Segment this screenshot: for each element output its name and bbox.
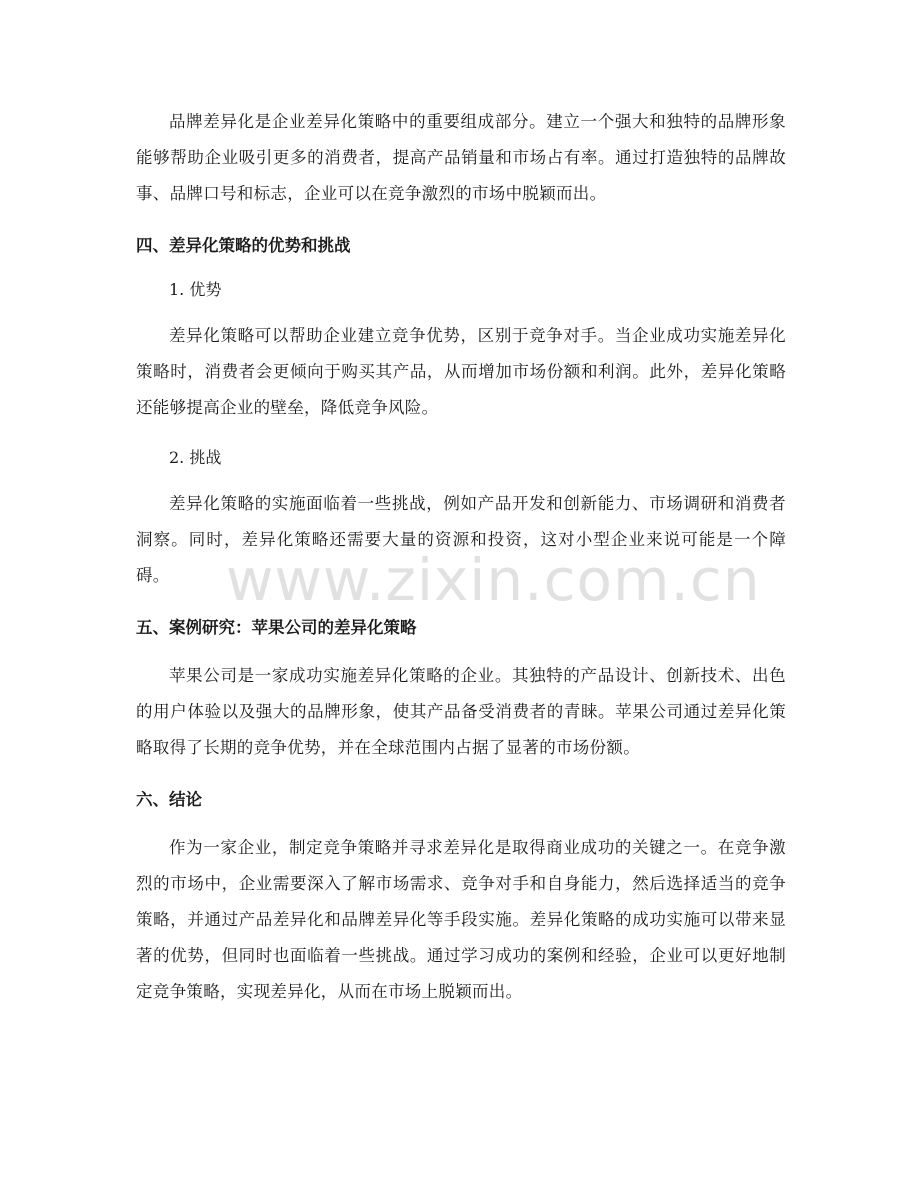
spacer bbox=[136, 812, 786, 830]
spacer bbox=[136, 212, 786, 234]
subheading-advantages: 1. 优势 bbox=[169, 280, 222, 299]
heading-section-6: 六、结论 bbox=[136, 790, 202, 809]
watermark-text: www.zixin.com.cn bbox=[226, 546, 761, 614]
spacer bbox=[136, 594, 786, 616]
subheading-challenges: 2. 挑战 bbox=[169, 448, 222, 467]
paragraph-brand-differentiation: 品牌差异化是企业差异化策略中的重要组成部分。建立一个强大和独特的品牌形象能够帮助企业吸引更多的消费者，提高产品销量和市场占有率。通过打造独特的品牌故事、品牌口号和标志，企业可以在竞争激烈的市场中脱颖而出。 bbox=[136, 112, 786, 203]
heading-section-4: 四、差异化策略的优势和挑战 bbox=[136, 236, 351, 255]
paragraph-apple-case: 苹果公司是一家成功实施差异化策略的企业。其独特的产品设计、创新技术、出色的用户体验以及强大的品牌形象，使其产品备受消费者的青睐。苹果公司通过差异化策略取得了长期的竞争优势，并在全球范围内占据了显著的市场份额。 bbox=[136, 666, 786, 757]
spacer bbox=[136, 640, 786, 658]
spacer bbox=[136, 426, 786, 446]
spacer bbox=[136, 302, 786, 318]
paragraph-challenges: 差异化策略的实施面临着一些挑战，例如产品开发和创新能力、市场调研和消费者洞察。同时，差异化策略还需要大量的资源和投资，这对小型企业来说可能是一个障碍。 bbox=[136, 494, 786, 585]
spacer bbox=[136, 258, 786, 278]
document-body bbox=[136, 104, 786, 1010]
spacer bbox=[136, 766, 786, 788]
paragraph-advantages: 差异化策略可以帮助企业建立竞争优势，区别于竞争对手。当企业成功实施差异化策略时，消费者会更倾向于购买其产品，从而增加市场份额和利润。此外，差异化策略还能够提高企业的壁垒，降低竞争风险。 bbox=[136, 326, 786, 417]
spacer bbox=[136, 470, 786, 486]
heading-section-5: 五、案例研究：苹果公司的差异化策略 bbox=[136, 618, 417, 637]
paragraph-conclusion: 作为一家企业，制定竞争策略并寻求差异化是取得商业成功的关键之一。在竞争激烈的市场中，企业需要深入了解市场需求、竞争对手和自身能力，然后选择适当的竞争策略，并通过产品差异化和品牌差异化等手段实施。差异化策略的成功实施可以带来显著的优势，但同时也面临着一些挑战。通过学习成功的案例和经验，企业可以更好地制定竞争策略，实现差异化，从而在市场上脱颖而出。 bbox=[136, 838, 786, 1001]
